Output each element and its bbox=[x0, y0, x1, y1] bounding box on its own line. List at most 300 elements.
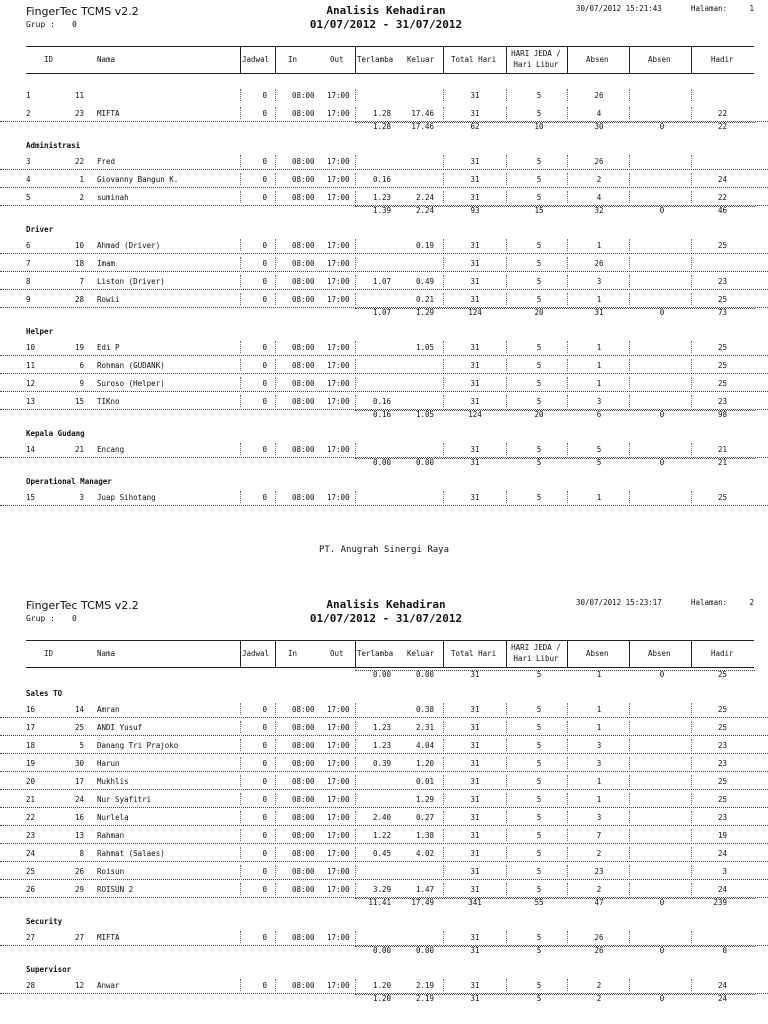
cell-divider bbox=[691, 847, 692, 859]
page-number: 2 bbox=[749, 598, 754, 607]
time-in: 08:00 bbox=[292, 705, 315, 714]
cell-divider bbox=[506, 865, 507, 877]
row-number: 27 bbox=[26, 933, 36, 942]
row-number: 19 bbox=[26, 759, 36, 768]
jadwal: 0 bbox=[262, 867, 267, 876]
cell-divider bbox=[240, 739, 241, 751]
print-timestamp: 30/07/2012 15:21:43 bbox=[576, 4, 662, 13]
table-body bbox=[0, 670, 768, 1006]
employee-name: Suroso (Helper) bbox=[97, 379, 165, 388]
cell-divider bbox=[275, 377, 276, 389]
table-row bbox=[0, 254, 768, 272]
keluar: 0.01 bbox=[415, 777, 434, 786]
cell-divider bbox=[240, 377, 241, 389]
table-body bbox=[0, 76, 768, 506]
time-out: 17:00 bbox=[327, 885, 350, 894]
subtotal-hadir: 239 bbox=[713, 898, 727, 907]
hadir: 25 bbox=[717, 777, 727, 786]
total-hari: 31 bbox=[470, 241, 480, 250]
cell-divider bbox=[691, 107, 692, 119]
time-in: 08:00 bbox=[292, 91, 315, 100]
group-name: Kepala Gudang bbox=[26, 429, 85, 438]
employee-id: 10 bbox=[74, 241, 84, 250]
employee-name: Juap Sihotang bbox=[97, 493, 156, 502]
cell-divider bbox=[240, 793, 241, 805]
subtotal-terlambat: 0.00 bbox=[372, 946, 391, 955]
cell-divider bbox=[355, 847, 356, 859]
cell-divider bbox=[355, 257, 356, 269]
report-title-text: Analisis Kehadiran bbox=[326, 598, 446, 611]
cell-divider bbox=[629, 739, 630, 751]
table-row bbox=[0, 338, 768, 356]
terlambat: 1.22 bbox=[372, 831, 391, 840]
time-out: 17:00 bbox=[327, 343, 350, 352]
terlambat: 0.45 bbox=[372, 849, 391, 858]
row-number: 8 bbox=[26, 277, 31, 286]
row-number: 2 bbox=[26, 109, 31, 118]
cell-divider bbox=[691, 443, 692, 455]
cell-divider bbox=[691, 173, 692, 185]
print-timestamp: 30/07/2012 15:23:17 bbox=[576, 598, 662, 607]
subtotal-keluar: 17.46 bbox=[411, 122, 434, 131]
keluar: 0.19 bbox=[415, 241, 434, 250]
subtotal-total-hari: 31 bbox=[470, 670, 480, 679]
cell-divider bbox=[629, 811, 630, 823]
jadwal: 0 bbox=[262, 885, 267, 894]
column-header-id: ID bbox=[44, 649, 54, 658]
cell-divider bbox=[355, 275, 356, 287]
column-header-jadwal: Jadwal bbox=[242, 55, 270, 64]
jadwal: 0 bbox=[262, 343, 267, 352]
time-in: 08:00 bbox=[292, 981, 315, 990]
subtotal-row bbox=[0, 410, 768, 422]
cell-divider bbox=[240, 89, 241, 101]
table-row bbox=[0, 754, 768, 772]
cell-divider bbox=[629, 829, 630, 841]
column-header-jadwal: Jadwal bbox=[242, 649, 270, 658]
cell-divider bbox=[275, 443, 276, 455]
jadwal: 0 bbox=[262, 175, 267, 184]
cell-divider bbox=[275, 829, 276, 841]
cell-divider bbox=[567, 155, 568, 167]
cell-divider bbox=[240, 443, 241, 455]
subtotal-keluar: 0.00 bbox=[415, 458, 434, 467]
table-row bbox=[0, 844, 768, 862]
subtotal-absen2: 0 bbox=[659, 206, 665, 215]
cell-divider bbox=[629, 191, 630, 203]
employee-name: Giovanny Bangun K. bbox=[97, 175, 179, 184]
cell-divider bbox=[275, 491, 276, 503]
cell-divider bbox=[567, 703, 568, 715]
absen: 4 bbox=[596, 109, 602, 118]
cell-divider bbox=[275, 793, 276, 805]
terlambat: 1.07 bbox=[372, 277, 391, 286]
cell-divider bbox=[691, 931, 692, 943]
jadwal: 0 bbox=[262, 813, 267, 822]
keluar: 1.20 bbox=[415, 759, 434, 768]
cell-divider bbox=[443, 721, 444, 733]
subtotal-hadir: 0 bbox=[722, 946, 727, 955]
column-header-total-hari: Total Hari bbox=[451, 55, 497, 64]
row-number: 5 bbox=[26, 193, 31, 202]
subtotal-total-hari: 341 bbox=[468, 898, 482, 907]
hari-jeda: 5 bbox=[536, 445, 542, 454]
grup-value: 0 bbox=[72, 20, 77, 29]
time-in: 08:00 bbox=[292, 777, 315, 786]
cell-divider bbox=[275, 703, 276, 715]
group-header bbox=[0, 422, 768, 440]
jadwal: 0 bbox=[262, 295, 267, 304]
cell-divider bbox=[629, 173, 630, 185]
subtotal-hadir: 24 bbox=[717, 994, 727, 1003]
cell-divider bbox=[443, 107, 444, 119]
group-header bbox=[0, 134, 768, 152]
jadwal: 0 bbox=[262, 193, 267, 202]
subtotal-terlambat: 0.00 bbox=[372, 670, 391, 679]
jadwal: 0 bbox=[262, 259, 267, 268]
time-out: 17:00 bbox=[327, 91, 350, 100]
cell-divider bbox=[240, 775, 241, 787]
total-hari: 31 bbox=[470, 795, 480, 804]
column-header-in: In bbox=[288, 649, 298, 658]
keluar: 17.46 bbox=[411, 109, 434, 118]
subtotal-keluar: 2.19 bbox=[415, 994, 434, 1003]
cell-divider bbox=[275, 293, 276, 305]
cell-divider bbox=[567, 377, 568, 389]
company-footer: PT. Anugrah Sinergi Raya bbox=[318, 545, 450, 555]
absen: 5 bbox=[596, 445, 602, 454]
cell-divider bbox=[443, 757, 444, 769]
cell-divider bbox=[355, 359, 356, 371]
cell-divider bbox=[355, 155, 356, 167]
time-in: 08:00 bbox=[292, 277, 315, 286]
group-name: Security bbox=[26, 917, 63, 926]
hari-jeda: 5 bbox=[536, 193, 542, 202]
row-number: 4 bbox=[26, 175, 31, 184]
group-header bbox=[0, 682, 768, 700]
time-out: 17:00 bbox=[327, 445, 350, 454]
time-out: 17:00 bbox=[327, 723, 350, 732]
subtotal-terlambat: 0.16 bbox=[372, 410, 391, 419]
subtotal-absen: 31 bbox=[594, 308, 604, 317]
cell-divider bbox=[275, 739, 276, 751]
column-header-nama: Nama bbox=[97, 649, 116, 658]
row-number: 7 bbox=[26, 259, 31, 268]
cell-divider bbox=[567, 89, 568, 101]
subtotal-keluar: 0.00 bbox=[415, 946, 434, 955]
subtotal-absen: 1 bbox=[596, 670, 602, 679]
total-hari: 31 bbox=[470, 759, 480, 768]
header-divider bbox=[443, 641, 444, 667]
cell-divider bbox=[443, 359, 444, 371]
keluar: 1.05 bbox=[415, 343, 434, 352]
jadwal: 0 bbox=[262, 493, 267, 502]
hari-jeda: 5 bbox=[536, 795, 542, 804]
time-in: 08:00 bbox=[292, 361, 315, 370]
employee-name: Roisun bbox=[97, 867, 125, 876]
subtotal-terlambat: 1.39 bbox=[372, 206, 391, 215]
absen: 3 bbox=[596, 397, 602, 406]
hadir: 23 bbox=[717, 277, 727, 286]
cell-divider bbox=[506, 239, 507, 251]
keluar: 0.27 bbox=[415, 813, 434, 822]
cell-divider bbox=[355, 811, 356, 823]
column-header-id: ID bbox=[44, 55, 54, 64]
cell-divider bbox=[275, 931, 276, 943]
absen: 1 bbox=[596, 295, 602, 304]
hari-jeda: 5 bbox=[536, 343, 542, 352]
cell-divider bbox=[506, 793, 507, 805]
hadir: 24 bbox=[717, 981, 727, 990]
hari-jeda: 5 bbox=[536, 277, 542, 286]
cell-divider bbox=[240, 979, 241, 991]
cell-divider bbox=[691, 739, 692, 751]
hari-jeda-line1: HARI JEDA / bbox=[511, 643, 561, 652]
subtotal-keluar: 1.05 bbox=[415, 410, 434, 419]
row-number: 21 bbox=[26, 795, 36, 804]
employee-name: Rahman bbox=[97, 831, 125, 840]
hari-jeda: 5 bbox=[536, 759, 542, 768]
row-number: 6 bbox=[26, 241, 31, 250]
time-in: 08:00 bbox=[292, 741, 315, 750]
cell-divider bbox=[629, 107, 630, 119]
hari-jeda: 5 bbox=[536, 91, 542, 100]
cell-divider bbox=[629, 293, 630, 305]
column-header-absen2: Absen bbox=[648, 649, 671, 658]
hari-jeda: 5 bbox=[536, 933, 542, 942]
cell-divider bbox=[506, 173, 507, 185]
cell-divider bbox=[240, 239, 241, 251]
cell-divider bbox=[275, 883, 276, 895]
cell-divider bbox=[443, 191, 444, 203]
table-row bbox=[0, 976, 768, 994]
cell-divider bbox=[443, 865, 444, 877]
subtotal-absen: 5 bbox=[596, 458, 602, 467]
row-number: 22 bbox=[26, 813, 36, 822]
cell-divider bbox=[240, 703, 241, 715]
time-out: 17:00 bbox=[327, 831, 350, 840]
hadir: 25 bbox=[717, 493, 727, 502]
cell-divider bbox=[506, 811, 507, 823]
header-divider bbox=[240, 47, 241, 73]
absen: 1 bbox=[596, 379, 602, 388]
employee-id: 30 bbox=[74, 759, 84, 768]
time-out: 17:00 bbox=[327, 867, 350, 876]
table-row bbox=[0, 374, 768, 392]
employee-name: MIFTA bbox=[97, 109, 120, 118]
cell-divider bbox=[355, 757, 356, 769]
subtotal-row bbox=[0, 458, 768, 470]
absen: 1 bbox=[596, 241, 602, 250]
row-number: 13 bbox=[26, 397, 36, 406]
time-in: 08:00 bbox=[292, 157, 315, 166]
cell-divider bbox=[443, 979, 444, 991]
cell-divider bbox=[240, 293, 241, 305]
cell-divider bbox=[506, 931, 507, 943]
absen: 7 bbox=[596, 831, 602, 840]
table-row bbox=[0, 188, 768, 206]
cell-divider bbox=[355, 239, 356, 251]
absen: 3 bbox=[596, 813, 602, 822]
cell-divider bbox=[691, 395, 692, 407]
employee-id: 26 bbox=[74, 867, 84, 876]
cell-divider bbox=[691, 979, 692, 991]
cell-divider bbox=[629, 757, 630, 769]
absen: 26 bbox=[594, 259, 604, 268]
cell-divider bbox=[691, 757, 692, 769]
cell-divider bbox=[275, 979, 276, 991]
group-name: Driver bbox=[26, 225, 54, 234]
jadwal: 0 bbox=[262, 277, 267, 286]
terlambat: 1.20 bbox=[372, 981, 391, 990]
cell-divider bbox=[443, 173, 444, 185]
column-header-out: Out bbox=[330, 649, 344, 658]
subtotal-hari-jeda: 10 bbox=[534, 122, 544, 131]
table-row bbox=[0, 272, 768, 290]
table-row bbox=[0, 826, 768, 844]
subtotal-absen2: 0 bbox=[659, 946, 665, 955]
column-header-absen2: Absen bbox=[648, 55, 671, 64]
cell-divider bbox=[691, 293, 692, 305]
subtotal-hadir: 46 bbox=[717, 206, 727, 215]
row-number: 1 bbox=[26, 91, 31, 100]
table-row bbox=[0, 718, 768, 736]
cell-divider bbox=[567, 829, 568, 841]
time-out: 17:00 bbox=[327, 361, 350, 370]
cell-divider bbox=[355, 395, 356, 407]
group-name: Operational Manager bbox=[26, 477, 112, 486]
jadwal: 0 bbox=[262, 831, 267, 840]
cell-divider bbox=[240, 811, 241, 823]
time-in: 08:00 bbox=[292, 175, 315, 184]
subtotal-total-hari: 124 bbox=[468, 410, 482, 419]
time-out: 17:00 bbox=[327, 379, 350, 388]
time-out: 17:00 bbox=[327, 981, 350, 990]
row-number: 12 bbox=[26, 379, 36, 388]
cell-divider bbox=[275, 395, 276, 407]
time-in: 08:00 bbox=[292, 193, 315, 202]
time-out: 17:00 bbox=[327, 397, 350, 406]
time-out: 17:00 bbox=[327, 259, 350, 268]
hadir: 23 bbox=[717, 813, 727, 822]
cell-divider bbox=[506, 293, 507, 305]
hadir: 24 bbox=[717, 849, 727, 858]
total-hari: 31 bbox=[470, 705, 480, 714]
subtotal-terlambat: 1.20 bbox=[372, 994, 391, 1003]
cell-divider bbox=[691, 703, 692, 715]
group-header bbox=[0, 218, 768, 236]
table-row bbox=[0, 356, 768, 374]
page-label: Halaman: bbox=[691, 598, 728, 607]
cell-divider bbox=[443, 443, 444, 455]
row-number: 25 bbox=[26, 867, 36, 876]
cell-divider bbox=[506, 883, 507, 895]
header-divider bbox=[567, 47, 568, 73]
keluar: 4.02 bbox=[415, 849, 434, 858]
group-header bbox=[0, 910, 768, 928]
column-header-hadir: Hadir bbox=[711, 55, 734, 64]
cell-divider bbox=[567, 739, 568, 751]
hadir: 25 bbox=[717, 795, 727, 804]
cell-divider bbox=[443, 847, 444, 859]
hari-jeda: 5 bbox=[536, 157, 542, 166]
subtotal-absen2: 0 bbox=[659, 898, 665, 907]
employee-id: 9 bbox=[79, 379, 84, 388]
absen: 1 bbox=[596, 795, 602, 804]
cell-divider bbox=[629, 257, 630, 269]
time-out: 17:00 bbox=[327, 759, 350, 768]
row-number: 9 bbox=[26, 295, 31, 304]
cell-divider bbox=[443, 491, 444, 503]
cell-divider bbox=[629, 979, 630, 991]
employee-id: 17 bbox=[74, 777, 84, 786]
cell-divider bbox=[567, 865, 568, 877]
cell-divider bbox=[629, 443, 630, 455]
cell-divider bbox=[506, 491, 507, 503]
employee-name: Imam bbox=[97, 259, 116, 268]
cell-divider bbox=[275, 257, 276, 269]
cell-divider bbox=[275, 757, 276, 769]
employee-id: 27 bbox=[74, 933, 84, 942]
absen: 4 bbox=[596, 193, 602, 202]
cell-divider bbox=[567, 293, 568, 305]
hadir: 23 bbox=[717, 759, 727, 768]
table-row bbox=[0, 772, 768, 790]
cell-divider bbox=[506, 721, 507, 733]
employee-id: 28 bbox=[74, 295, 84, 304]
employee-id: 23 bbox=[74, 109, 84, 118]
table-row bbox=[0, 290, 768, 308]
time-in: 08:00 bbox=[292, 885, 315, 894]
keluar: 2.24 bbox=[415, 193, 434, 202]
cell-divider bbox=[691, 89, 692, 101]
employee-id: 13 bbox=[74, 831, 84, 840]
report-period: 01/07/2012 - 31/07/2012 bbox=[309, 18, 463, 31]
employee-id: 12 bbox=[74, 981, 84, 990]
page-label: Halaman: bbox=[691, 4, 728, 13]
time-out: 17:00 bbox=[327, 157, 350, 166]
cell-divider bbox=[355, 191, 356, 203]
employee-name: suminah bbox=[97, 193, 129, 202]
cell-divider bbox=[691, 775, 692, 787]
keluar: 1.47 bbox=[415, 885, 434, 894]
column-header-keluar: Keluar bbox=[407, 55, 435, 64]
cell-divider bbox=[691, 883, 692, 895]
time-in: 08:00 bbox=[292, 795, 315, 804]
subtotal-row bbox=[0, 670, 768, 682]
cell-divider bbox=[355, 293, 356, 305]
employee-name: Nur Syafitri bbox=[97, 795, 152, 804]
cell-divider bbox=[355, 979, 356, 991]
header-divider bbox=[567, 641, 568, 667]
cell-divider bbox=[506, 275, 507, 287]
cell-divider bbox=[443, 257, 444, 269]
cell-divider bbox=[355, 883, 356, 895]
cell-divider bbox=[355, 89, 356, 101]
time-in: 08:00 bbox=[292, 759, 315, 768]
total-hari: 31 bbox=[470, 277, 480, 286]
hadir: 25 bbox=[717, 723, 727, 732]
absen: 2 bbox=[596, 849, 602, 858]
cell-divider bbox=[443, 377, 444, 389]
cell-divider bbox=[506, 377, 507, 389]
employee-name: Anwar bbox=[97, 981, 120, 990]
cell-divider bbox=[355, 173, 356, 185]
cell-divider bbox=[355, 829, 356, 841]
employee-id: 7 bbox=[79, 277, 84, 286]
row-number: 16 bbox=[26, 705, 36, 714]
cell-divider bbox=[629, 491, 630, 503]
